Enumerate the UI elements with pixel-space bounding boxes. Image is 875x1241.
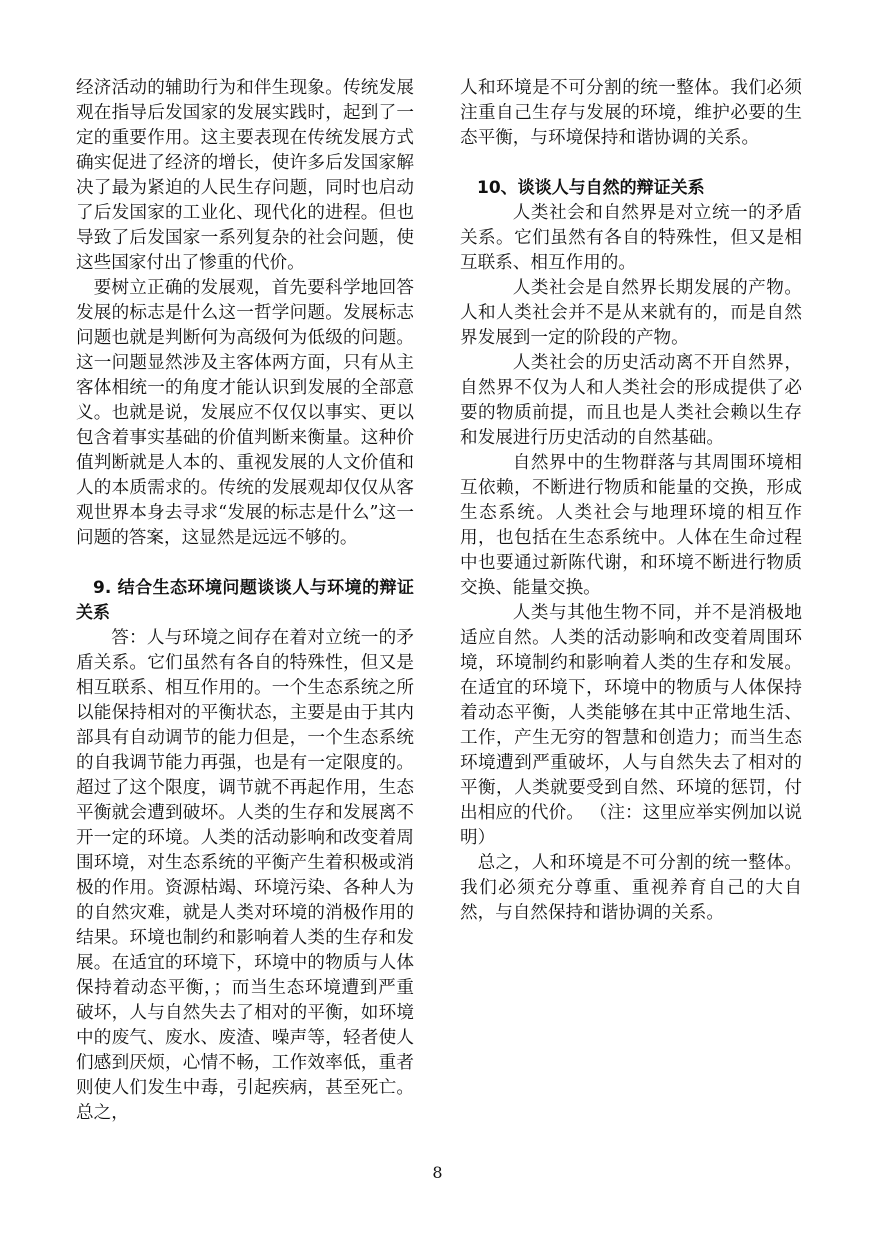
- paragraph-10-5: 人类与其他生物不同，并不是消极地适应自然。人类的活动影响和改变着周围环境，环境制约和影响着人类的生存和发展。在适宜的环境下，环境中的物质与人体保持着动态平衡，人类能够在其中正常地生活、工作，产生无穷的智慧和创造力；而当生态环境遭到严重破坏，人与自然失去了相对的平衡，人类就要受到自然、环境的惩罚，付出相应的代价。 （注：这里应举实例加以说明）: [460, 603, 802, 848]
- paragraph-10-2: 人类社会是自然界长期发展的产物。人和人类社会并不是从来就有的，而是自然界发展到一定的阶段的产物。: [460, 278, 802, 348]
- section-heading-10: 10、谈谈人与自然的辩证关系: [477, 178, 705, 198]
- paragraph-development-view: 要树立正确的发展观，首先要科学地回答发展的标志是什么这一哲学问题。发展标志问题也就是判断何为高级何为低级的问题。这一问题显然涉及主客体两方面，只有从主客体相统一的角度才能认识到发展的全部意义。也就是说，发展应不仅仅以事实、更以包含着事实基础的价值判断来衡量。这种价值判断就是人本的、重视发展的人文价值和人的本质需求的。传统的发展观却仅仅从客观世界本身去寻求“发展的标志是什么”这一问题的答案，这显然是远远不够的。: [76, 278, 414, 548]
- section-heading-9: 9. 结合生态环境问题谈谈人与环境的辩证关系: [76, 578, 414, 623]
- paragraph-10-1: 人类社会和自然界是对立统一的矛盾关系。它们虽然有各自的特殊性，但又是相互联系、相互作用的。: [460, 203, 802, 273]
- paragraph-continued-right: 人和环境是不可分割的统一整体。我们必须注重自己生存与发展的环境，维护必要的生态平衡，与环境保持和谐协调的关系。: [460, 78, 802, 148]
- paragraph-10-4: 自然界中的生物群落与其周围环境相互依赖，不断进行物质和能量的交换，形成生态系统。人类社会与地理环境的相互作用，也包括在生态系统中。人体在生命过程中也要通过新陈代谢，和环境不断进行物质交换、能量交换。: [460, 453, 802, 598]
- right-column: [460, 76, 802, 926]
- page-number: 8: [432, 1163, 443, 1182]
- paragraph-continued: 经济活动的辅助行为和伴生现象。传统发展观在指导后发国家的发展实践时，起到了一定的重要作用。这主要表现在传统发展方式确实促进了经济的增长，使许多后发国家解决了最为紧迫的人民生存问题，同时也启动了后发国家的工业化、现代化的进程。但也导致了后发国家一系列复杂的社会问题，使这些国家付出了惨重的代价。: [76, 78, 414, 273]
- paragraph-10-3: 人类社会的历史活动离不开自然界，自然界不仅为人和人类社会的形成提供了必要的物质前提，而且也是人类社会赖以生存和发展进行历史活动的自然基础。: [460, 353, 802, 448]
- paragraph-10-6: 总之，人和环境是不可分割的统一整体。我们必须充分尊重、重视养育自己的大自然，与自然保持和谐协调的关系。: [460, 853, 802, 923]
- answer-9: 答：人与环境之间存在着对立统一的矛盾关系。它们虽然有各自的特殊性，但又是相互联系、相互作用的。一个生态系统之所以能保持相对的平衡状态，主要是由于其内部具有自动调节的能力但是，一个生态系统的自我调节能力再强，也是有一定限度的。超过了这个限度，调节就不再起作用，生态平衡就会遭到破坏。人类的生存和发展离不开一定的环境。人类的活动影响和改变着周围环境，对生态系统的平衡产生着积极或消极的作用。资源枯竭、环境污染、各种人为的自然灾难，就是人类对环境的消极作用的结果。环境也制约和影响着人类的生存和发展。在适宜的环境下，环境中的物质与人体保持着动态平衡，；而当生态环境遭到严重破坏，人与自然失去了相对的平衡，如环境中的废气、废水、废渣、噪声等，轻者使人们感到厌烦，心情不畅，工作效率低，重者则使人们发生中毒，引起疾病，甚至死亡。总之，: [76, 628, 414, 1123]
- left-column: [76, 76, 414, 1126]
